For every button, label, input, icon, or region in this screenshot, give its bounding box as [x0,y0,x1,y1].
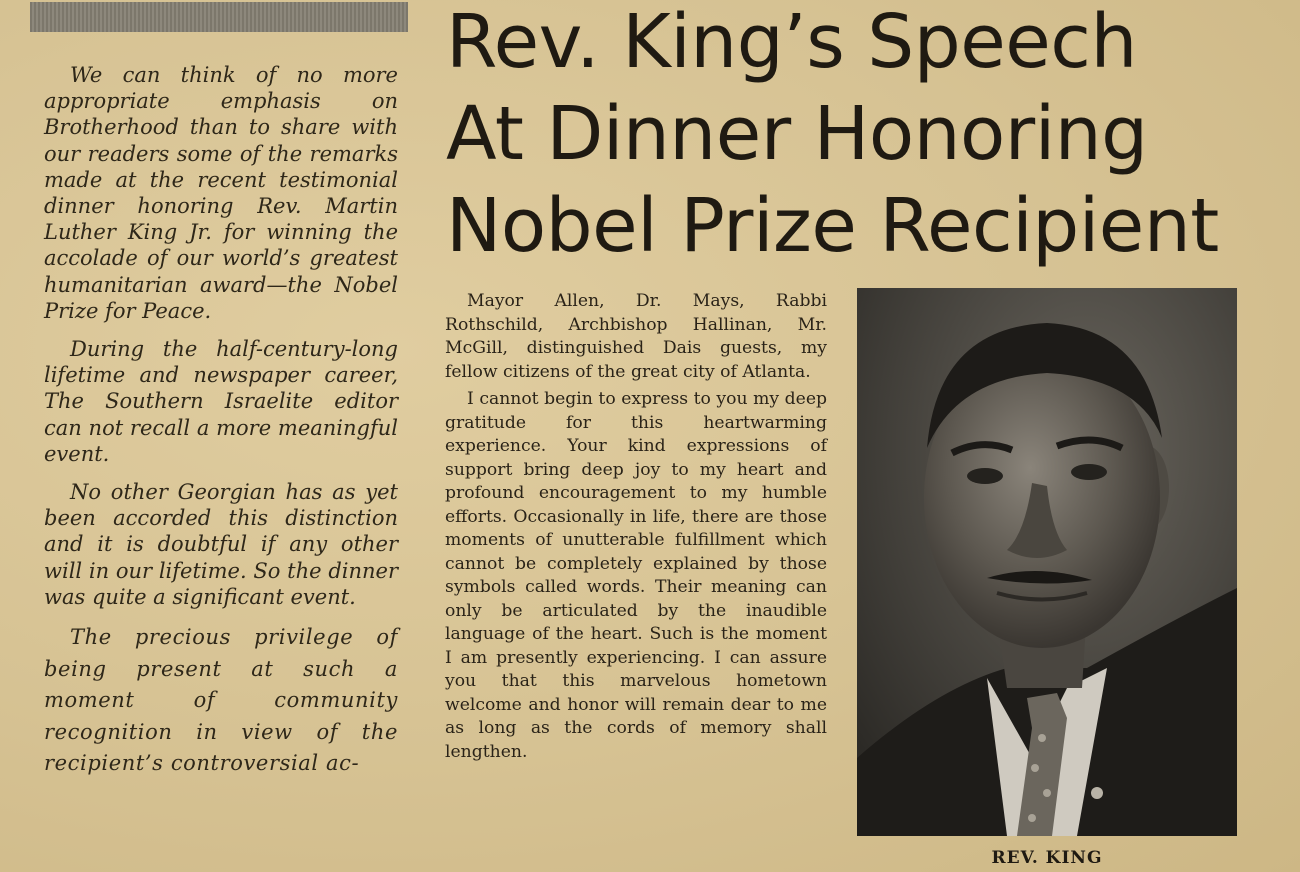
editor-intro-column [44,62,398,792]
article-headline [446,0,1286,272]
intro-paragraph: No other Georgian has as yet been accorded this distinction and it is doubtful if any other will in our lifetime. So the dinner was quite a significant event. [44,480,398,609]
intro-paragraph: We can think of no more appropriate emphasis on Brotherhood than to share with our readers some of the remarks made at the recent testimonial dinner honoring Rev. Martin Luther King Jr. for winning the accolade of our world’s greatest humanitarian award—the Nobel Prize for Peace. [44,63,398,323]
headline-line: Nobel Prize Recipient [446,183,1219,269]
portrait-photo [857,288,1237,836]
intro-paragraph: During the half-century-long lifetime and newspaper career, The Southern Israelite editor can not recall a more meaningful event. [44,337,398,466]
portrait-illustration [857,288,1237,836]
speech-paragraph: Mayor Allen, Dr. Mays, Rabbi Rothschild, Archbishop Hallinan, Mr. McGill, distinguished Dais guests, my fellow citizens of the great city of Atlanta. [445,291,827,382]
intro-paragraph: The precious privilege of being present at such a moment of community recognition in view of the recipient’s controversial ac- [44,625,398,776]
column-rule-bar [30,2,408,32]
headline-line: Rev. King’s Speech [446,0,1137,85]
speech-column [445,290,827,768]
photo-caption: REV. KING [991,848,1103,868]
speech-paragraph: I cannot begin to express to you my deep gratitude for this heartwarming experience. Your kind expressions of support bring deep joy to my heart and profound encouragement to my humble efforts. Occasionally in life, there are those moments of unutterable fulfillment which cannot be completely explained by those symbols called words. Their meaning can only be articulated by the inaudible language of the heart. Such is the moment I am presently experiencing. I can assure you that this marvelous hometown welcome and honor will remain dear to me as long as the cords of memory shall lengthen. [445,389,827,762]
headline-line: At Dinner Honoring [446,91,1148,177]
